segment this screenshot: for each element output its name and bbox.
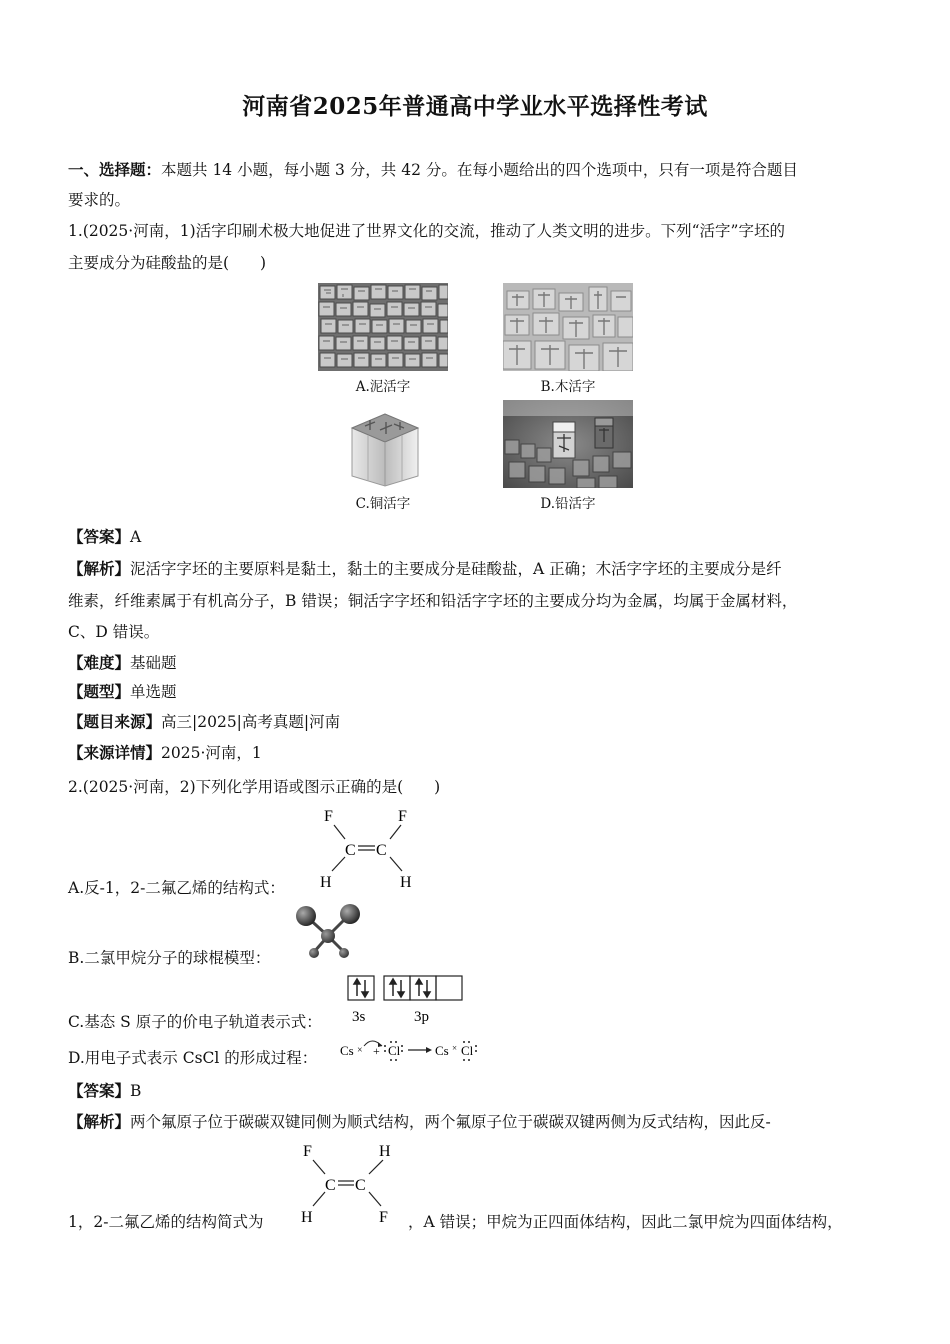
copper-type-image [330,400,440,488]
orbital-3s-label: 3s [352,1009,366,1025]
atom-f-1: F [324,808,333,825]
q1-answer-label: 【答案】 [68,527,131,546]
analysis-atom-c-1: C [325,1177,336,1194]
atom-h-1: H [320,874,332,891]
q1-source-label: 【题目来源】 [68,712,162,731]
plus-sign: + [373,1044,380,1058]
caption-copper: C.铜活字 [355,496,411,512]
cs-symbol-left: Cs [340,1043,354,1058]
q2-option-b: B.二氯甲烷分子的球棍模型： [68,949,271,967]
cscl-formation-electron-formula [338,1038,484,1066]
q2-analysis-1 [68,1110,771,1132]
q2-answer-label: 【答案】 [68,1081,131,1100]
cl-symbol-right: Cl [461,1043,474,1058]
q1-source-value: 高三|2025|高考真题|河南 [161,713,341,731]
lead-type-photo [503,400,633,488]
q2-option-a: A.反-1，2-二氟乙烯的结构式： [68,879,285,897]
q2-answer-value: B [130,1082,142,1100]
trans-difluoroethylene-analysis-structure [295,1138,405,1226]
q1-source-detail-value: 2025·河南，1 [161,744,262,762]
dichloromethane-ball-stick-model [290,902,370,964]
lead-type-image [503,400,633,488]
q1-analysis-2: 维素，纤维素属于有机高分子，B 错误；铜活字字坯和铅活字字坯的主要成分均为金属，均属于金属材料， [68,592,798,610]
q1-difficulty-label: 【难度】 [68,653,131,672]
orbital-3p-label: 3p [414,1009,429,1025]
q1-answer-value: A [130,528,142,546]
q1-source [68,710,340,732]
q1-type [68,680,177,702]
section-label: 一、选择题： [68,160,162,179]
atom-h-2: H [400,874,412,891]
clay-type-image [318,283,448,371]
q1-stem-2: 主要成分为硅酸盐的是( ) [68,254,267,272]
page-title: 河南省2025年普通高中学业水平选择性考试 [242,93,708,120]
cl-symbol-left: Cl [388,1043,401,1058]
q1-source-detail-label: 【来源详情】 [68,743,162,762]
q1-analysis-text-1: 泥活字字坯的主要原料是黏土，黏土的主要成分是硅酸盐，A 正确；木活字字坯的主要成分是纤 [130,560,782,578]
q2-answer [68,1079,141,1101]
q1-source-detail [68,741,262,763]
q1-difficulty-value: 基础题 [130,654,177,672]
copper-type-photo [330,400,440,488]
q1-stem-1: 1.(2025·河南，1)活字印刷术极大地促进了世界文化的交流，推动了人类文明的进步。下列“活字”字坯的 [68,222,785,240]
q2-analysis-2b: ，A 错误；甲烷为正四面体结构，因此二氯甲烷为四面体结构， [408,1213,843,1231]
analysis-atom-f-1: F [303,1143,312,1160]
analysis-atom-f-2: F [379,1209,388,1226]
q1-answer [68,525,141,547]
caption-clay: A.泥活字 [355,379,411,395]
cs-symbol-right: Cs [435,1043,449,1058]
section-text-2: 要求的。 [68,191,131,209]
cs-electron-right: × [452,1043,458,1053]
trans-difluoroethylene-structure [312,803,422,891]
q1-type-value: 单选题 [130,683,177,701]
q2-analysis-label: 【解析】 [68,1112,131,1131]
q1-analysis-3: C、D 错误。 [68,623,160,641]
q1-difficulty [68,651,177,673]
clay-type-photo [318,283,448,371]
section-text-1: 本题共 14 小题，每小题 3 分，共 42 分。在每小题给出的四个选项中，只有一项是符合题目 [161,161,798,179]
cs-electron-left: × [357,1045,363,1056]
q2-option-d: D.用电子式表示 CsCl 的形成过程： [68,1049,318,1067]
q1-type-label: 【题型】 [68,682,131,701]
analysis-atom-h-2: H [301,1209,313,1226]
q2-analysis-2a: 1，2-二氟乙烯的结构简式为 [68,1213,264,1231]
wood-type-image [503,283,633,371]
atom-c-2: C [376,842,387,859]
atom-f-2: F [398,808,407,825]
q2-analysis-text-1: 两个氟原子位于碳碳双键同侧为顺式结构，两个氟原子位于碳碳双键两侧为反式结构，因此反- [130,1113,771,1131]
analysis-atom-c-2: C [355,1177,366,1194]
atom-c-1: C [345,842,356,859]
wood-type-photo [503,283,633,371]
sulfur-orbital-diagram [344,972,468,1026]
analysis-atom-h-1: H [379,1143,391,1160]
q2-stem: 2.(2025·河南，2)下列化学用语或图示正确的是( ) [68,778,441,796]
q1-analysis-label: 【解析】 [68,559,131,578]
q1-analysis-1 [68,557,782,579]
q2-option-c: C.基态 S 原子的价电子轨道表示式： [68,1013,322,1031]
caption-lead: D.铅活字 [540,496,596,512]
section-intro [68,158,798,180]
caption-wood: B.木活字 [540,379,596,395]
